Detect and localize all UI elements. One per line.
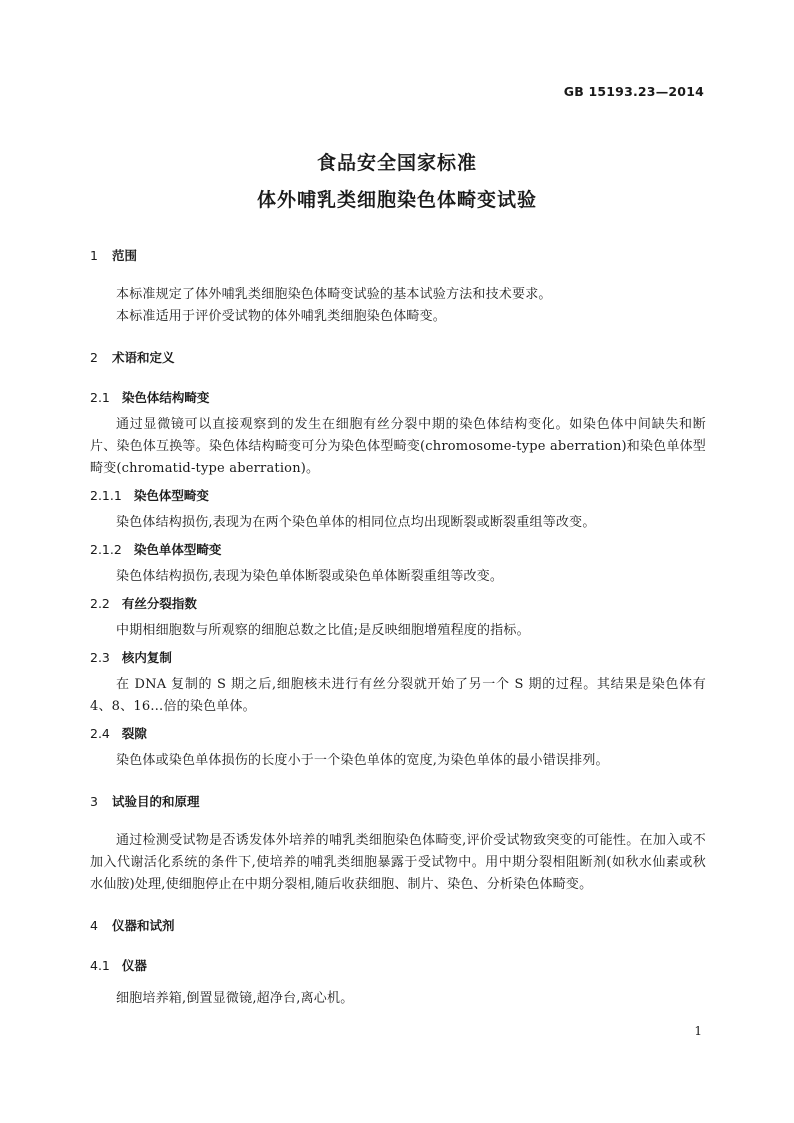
- section-heading-4-1: 4.1 仪器: [90, 958, 147, 973]
- paragraph: 本标准适用于评价受试物的体外哺乳类细胞染色体畸变。: [116, 309, 447, 324]
- section-heading-4: 4 仪器和试剂: [90, 918, 175, 933]
- paragraph: 染色体结构损伤,表现为染色单体断裂或染色单体断裂重组等改变。: [116, 569, 504, 584]
- paragraph: 细胞培养箱,倒置显微镜,超净台,离心机。: [116, 991, 354, 1006]
- section-heading-2-1-2: 2.1.2 染色单体型畸变: [90, 542, 222, 557]
- standard-code: GB 15193.23—2014: [563, 84, 704, 99]
- section-heading-2-2: 2.2 有丝分裂指数: [90, 596, 197, 611]
- section-heading-2-4: 2.4 裂隙: [90, 726, 147, 741]
- paragraph: 通过显微镜可以直接观察到的发生在细胞有丝分裂中期的染色体结构变化。如染色体中间缺失和断片、染色体互换等。染色体结构畸变可分为染色体型畸变(chromosome-type aberration)和染色单体型畸变(chromatid-type aberration)。: [90, 417, 706, 476]
- document-title-line2: 体外哺乳类细胞染色体畸变试验: [256, 189, 537, 211]
- document-body: [90, 246, 706, 1010]
- section-heading-3: 3 试验目的和原理: [90, 794, 200, 809]
- page-number: 1: [694, 1024, 702, 1038]
- paragraph: 染色体结构损伤,表现为在两个染色单体的相同位点均出现断裂或断裂重组等改变。: [116, 515, 596, 530]
- paragraph: 在 DNA 复制的 S 期之后,细胞核未进行有丝分裂就开始了另一个 S 期的过程。其结果是染色体有 4、8、16…倍的染色单体。: [90, 677, 706, 714]
- paragraph: 中期相细胞数与所观察的细胞总数之比值;是反映细胞增殖程度的指标。: [116, 623, 530, 638]
- section-heading-1: 1 范围: [90, 248, 137, 263]
- paragraph: 通过检测受试物是否诱发体外培养的哺乳类细胞染色体畸变,评价受试物致突变的可能性。在加入或不加入代谢活化系统的条件下,使培养的哺乳类细胞暴露于受试物中。用中期分裂相阻断剂(如秋水仙素或秋水仙胺)处理,使细胞停止在中期分裂相,随后收获细胞、制片、染色、分析染色体畸变。: [90, 833, 706, 892]
- section-heading-2-1-1: 2.1.1 染色体型畸变: [90, 488, 209, 503]
- paragraph: 染色体或染色单体损伤的长度小于一个染色单体的宽度,为染色单体的最小错误排列。: [116, 753, 609, 768]
- section-heading-2-3: 2.3 核内复制: [90, 650, 172, 665]
- document-title-line1: 食品安全国家标准: [316, 152, 477, 174]
- section-heading-2-1: 2.1 染色体结构畸变: [90, 390, 210, 405]
- section-heading-2: 2 术语和定义: [90, 350, 175, 365]
- paragraph: 本标准规定了体外哺乳类细胞染色体畸变试验的基本试验方法和技术要求。: [116, 287, 552, 302]
